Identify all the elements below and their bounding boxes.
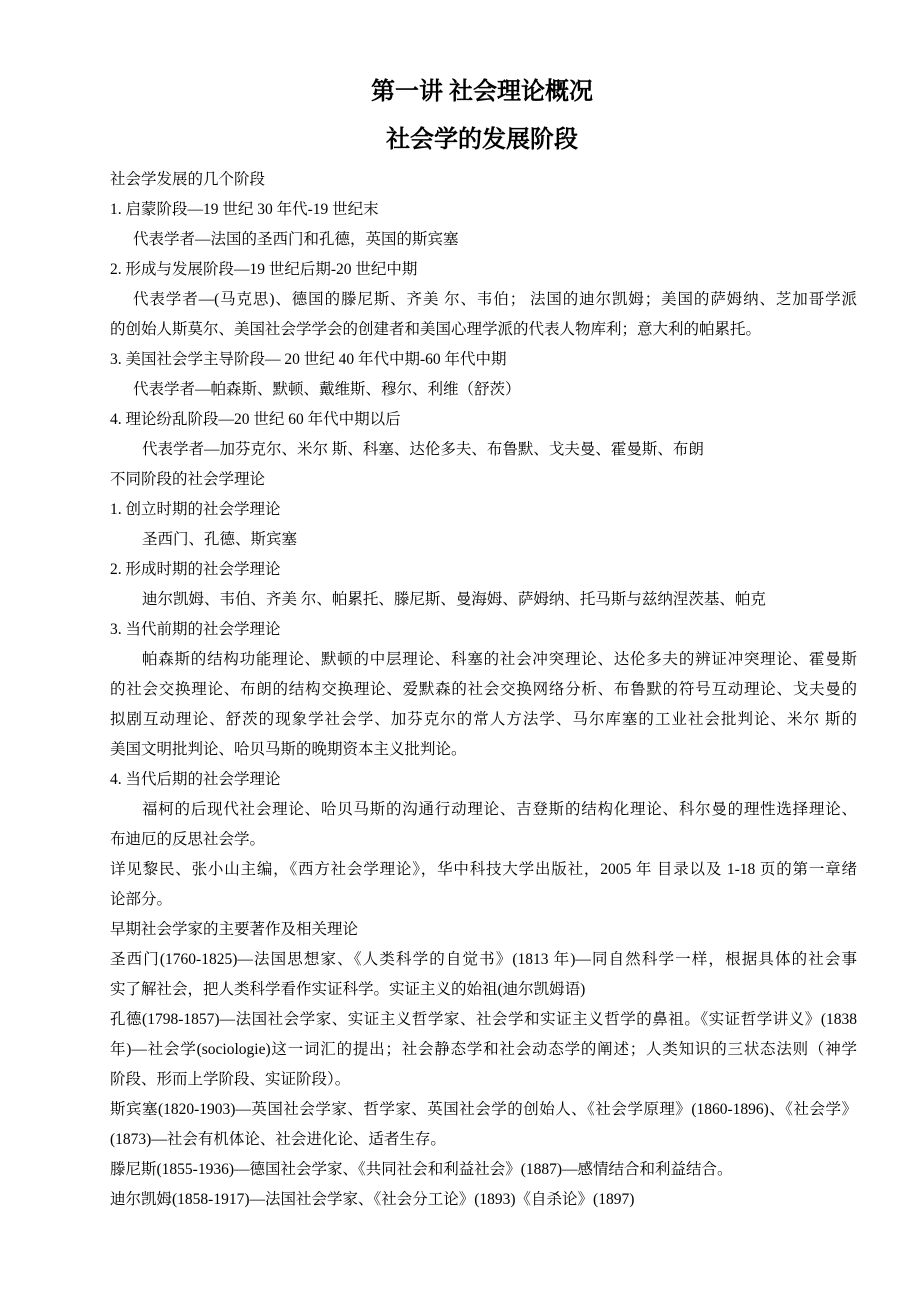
text-line: 代表学者—(马克思)、德国的滕尼斯、齐美 尔、韦伯； 法国的迪尔凯姆；美国的萨姆纳、芝加哥学派 — [133, 291, 857, 308]
text-line: 代表学者—法国的圣西门和孔德，英国的斯宾塞 — [133, 231, 459, 248]
text-line: 的社会交换理论、布朗的结构交换理论、爱默森的社会交换网络分析、布鲁默的符号互动理论、戈夫曼的 — [110, 681, 857, 698]
document-body — [110, 165, 857, 1215]
text-line: (1873)—社会有机体论、社会进化论、适者生存。 — [110, 1131, 446, 1148]
text-line: 社会学发展的几个阶段 — [110, 171, 266, 188]
text-line: 福柯的后现代社会理论、哈贝马斯的沟通行动理论、吉登斯的结构化理论、科尔曼的理性选择理论、 — [142, 801, 857, 818]
text-line: 的创始人斯莫尔、美国社会学学会的创建者和美国心理学派的代表人物库利；意大利的帕累托。 — [110, 321, 762, 338]
text-line: 布迪厄的反思社会学。 — [110, 831, 266, 848]
text-line: 滕尼斯(1855-1936)—德国社会学家、《共同社会和利益社会》(1887)—感情结合和利益结合。 — [110, 1161, 733, 1178]
text-line: 2. 形成与发展阶段—19 世纪后期-20 世纪中期 — [110, 261, 418, 278]
text-line: 迪尔凯姆(1858-1917)—法国社会学家、《社会分工论》(1893)《自杀论》(1897) — [110, 1191, 635, 1208]
text-line: 不同阶段的社会学理论 — [110, 471, 266, 488]
text-line: 早期社会学家的主要著作及相关理论 — [110, 921, 359, 938]
text-line: 孔德(1798-1857)—法国社会学家、实证主义哲学家、社会学和实证主义哲学的鼻祖。《实证哲学讲义》(1838 — [110, 1011, 857, 1028]
text-line: 美国文明批判论、哈贝马斯的晚期资本主义批判论。 — [110, 741, 467, 758]
text-line: 2. 形成时期的社会学理论 — [110, 561, 281, 578]
text-line: 年)—社会学(sociologie)这一词汇的提出；社会静态学和社会动态学的阐述；人类知识的三状态法则（神学 — [110, 1041, 857, 1058]
text-line: 实了解社会，把人类科学看作实证科学。实证主义的始祖(迪尔凯姆语) — [110, 981, 586, 998]
text-line: 详见黎民、张小山主编，《西方社会学理论》，华中科技大学出版社，2005 年 目录以及 1-18 页的第一章绪 — [110, 861, 857, 878]
text-line: 拟剧互动理论、舒茨的现象学社会学、加芬克尔的常人方法学、马尔库塞的工业社会批判论、米尔 斯的 — [110, 711, 857, 728]
text-line: 阶段、形而上学阶段、实证阶段）。 — [110, 1071, 351, 1088]
text-line: 3. 当代前期的社会学理论 — [110, 621, 281, 638]
text-line: 1. 创立时期的社会学理论 — [110, 501, 281, 518]
text-line: 迪尔凯姆、韦伯、齐美 尔、帕累托、滕尼斯、曼海姆、萨姆纳、托马斯与兹纳涅茨基、帕克 — [142, 591, 766, 608]
document-title: 第一讲 社会理论概况 — [371, 79, 593, 105]
document-subtitle: 社会学的发展阶段 — [386, 127, 578, 153]
text-line: 帕森斯的结构功能理论、默顿的中层理论、科塞的社会冲突理论、达伦多夫的辨证冲突理论、霍曼斯 — [142, 651, 857, 668]
text-line: 1. 启蒙阶段—19 世纪 30 年代-19 世纪末 — [110, 201, 379, 218]
text-line: 圣西门、孔德、斯宾塞 — [142, 531, 298, 548]
text-line: 4. 理论纷乱阶段—20 世纪 60 年代中期以后 — [110, 411, 401, 428]
text-line: 代表学者—加芬克尔、米尔 斯、科塞、达伦多夫、布鲁默、戈夫曼、霍曼斯、布朗 — [142, 441, 704, 458]
text-line: 论部分。 — [110, 891, 173, 908]
text-line: 3. 美国社会学主导阶段— 20 世纪 40 年代中期-60 年代中期 — [110, 351, 507, 368]
text-line: 4. 当代后期的社会学理论 — [110, 771, 281, 788]
text-line: 斯宾塞(1820-1903)—英国社会学家、哲学家、英国社会学的创始人、《社会学原理》(1860-1896)、《社会学》 — [110, 1101, 857, 1118]
text-line: 代表学者—帕森斯、默顿、戴维斯、穆尔、利维（舒茨） — [133, 381, 521, 398]
text-line: 圣西门(1760-1825)—法国思想家、《人类科学的自觉书》(1813 年)—同自然科学一样，根据具体的社会事 — [110, 951, 857, 968]
